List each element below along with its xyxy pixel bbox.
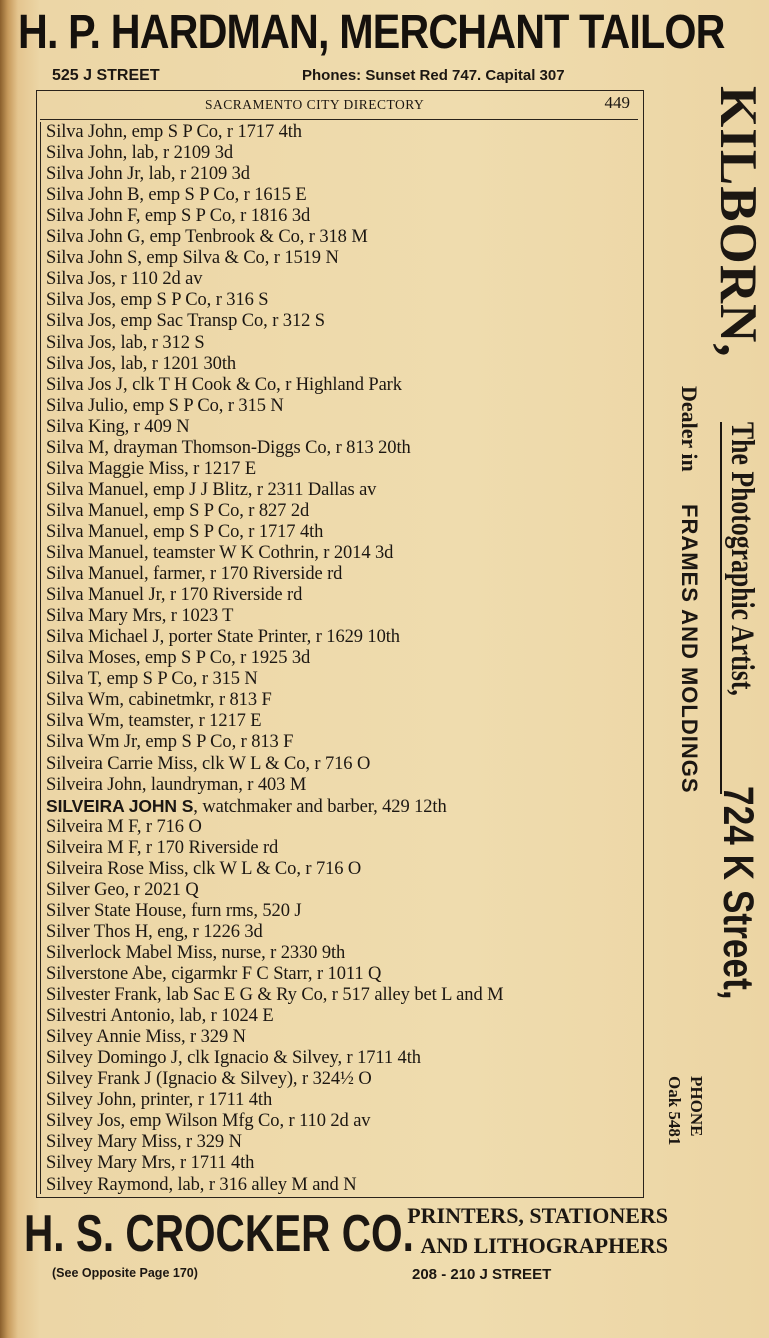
directory-entry [46, 796, 447, 817]
directory-entries [40, 122, 639, 1194]
directory-entry: Silva T, emp S P Co, r 315 N [46, 669, 258, 690]
directory-entry: Silver Geo, r 2021 Q [46, 879, 199, 900]
directory-entry: Silvey Mary Miss, r 329 N [46, 1132, 242, 1153]
directory-entry: Silva Mary Mrs, r 1023 T [46, 606, 234, 627]
directory-entry: Silva Manuel, farmer, r 170 Riverside rd [46, 564, 343, 585]
directory-entry: Silva Manuel, emp J J Blitz, r 2311 Dallas av [46, 479, 377, 500]
page-header [40, 93, 638, 120]
directory-entry: Silveira Carrie Miss, clk W L & Co, r 716 O [46, 753, 371, 774]
directory-entry: Silva John Jr, lab, r 2109 3d [46, 164, 250, 185]
directory-entry: Silverlock Mabel Miss, nurse, r 2330 9th [46, 942, 346, 963]
bottom-ad-name: H. S. CROCKER CO. [24, 1205, 414, 1263]
directory-entry-name: SILVEIRA JOHN S [46, 795, 194, 816]
directory-entry: Silvester Frank, lab Sac E G & Ry Co, r 517 alley bet L and M [46, 985, 504, 1006]
directory-entry: Silva Michael J, porter State Printer, r 1629 10th [46, 627, 400, 648]
side-ad-artist: The Photographic Artist, [724, 422, 760, 696]
directory-entry: Silvey Annie Miss, r 329 N [46, 1027, 246, 1048]
directory-entry: Silva Julio, emp S P Co, r 315 N [46, 395, 284, 416]
top-ad-subline [52, 64, 642, 88]
directory-entry: Silva Jos, r 110 2d av [46, 269, 203, 290]
directory-entry: Silvey Raymond, lab, r 316 alley M and N [46, 1174, 357, 1195]
directory-entry: Silva John, lab, r 2109 3d [46, 143, 234, 164]
directory-entry: Silvey John, printer, r 1711 4th [46, 1090, 273, 1111]
directory-entry: Silva John F, emp S P Co, r 1816 3d [46, 206, 311, 227]
top-ad-title: H. P. HARDMAN, MERCHANT TAILOR [18, 6, 725, 59]
directory-entry: Silva M, drayman Thomson-Diggs Co, r 813 20th [46, 437, 411, 458]
directory-entry: Silva Wm, cabinetmkr, r 813 F [46, 690, 272, 711]
directory-entry-detail: , watchmaker and barber, 429 12th [193, 796, 447, 817]
side-ad-phone-label: PHONE [687, 1076, 706, 1137]
directory-entry: Silva Manuel, emp S P Co, r 1717 4th [46, 521, 324, 542]
directory-entry: Silvey Frank J (Ignacio & Silvey), r 324½ O [46, 1069, 372, 1090]
directory-entry: Silva Jos, emp S P Co, r 316 S [46, 290, 269, 311]
top-ad-phones: Phones: Sunset Red 747. Capital 307 [302, 67, 565, 84]
directory-entry: Silva Jos, emp Sac Transp Co, r 312 S [46, 311, 325, 332]
directory-entry: Silva Maggie Miss, r 1217 E [46, 458, 257, 479]
directory-entry: Silveira Rose Miss, clk W L & Co, r 716 O [46, 858, 362, 879]
directory-entry: Silva Jos J, clk T H Cook & Co, r Highland Park [46, 374, 402, 395]
side-ad-underline [720, 422, 722, 794]
directory-entry: Silva John G, emp Tenbrook & Co, r 318 M [46, 227, 368, 248]
side-ad [648, 86, 768, 1186]
top-ad-address: 525 J STREET [52, 67, 160, 84]
directory-entry: Silveira M F, r 170 Riverside rd [46, 837, 279, 858]
directory-entry: Silva Wm Jr, emp S P Co, r 813 F [46, 732, 294, 753]
directory-entry: Silva Manuel Jr, r 170 Riverside rd [46, 585, 303, 606]
directory-entry: Silveira M F, r 716 O [46, 816, 202, 837]
directory-entry: Silverstone Abe, cigarmkr F C Starr, r 1011 Q [46, 964, 382, 984]
side-ad-phone-number: Oak 5481 [665, 1076, 684, 1146]
directory-entry: Silvey Jos, emp Wilson Mfg Co, r 110 2d av [46, 1111, 371, 1132]
side-ad-rotated [648, 86, 768, 1166]
directory-entry: Silva John S, emp Silva & Co, r 1519 N [46, 248, 339, 269]
directory-entry: Silvey Domingo J, clk Ignacio & Silvey, r 1711 4th [46, 1048, 421, 1069]
directory-entry: Silver Thos H, eng, r 1226 3d [46, 921, 263, 942]
bottom-ad-line2: AND LITHOGRAPHERS [420, 1233, 668, 1258]
directory-entry: Silver State House, furn rms, 520 J [46, 900, 302, 921]
directory-entry: Silva King, r 409 N [46, 416, 190, 437]
directory-entry: Silva Manuel, emp S P Co, r 827 2d [46, 500, 310, 521]
directory-entry: Silvestri Antonio, lab, r 1024 E [46, 1006, 274, 1027]
side-ad-dealer: Dealer in [677, 386, 702, 472]
directory-entry: Silva Moses, emp S P Co, r 1925 3d [46, 648, 311, 669]
bottom-ad-line1: PRINTERS, STATIONERS [407, 1203, 668, 1228]
directory-entry: Silveira John, laundryman, r 403 M [46, 774, 307, 795]
bottom-ad-reference: (See Opposite Page 170) [52, 1266, 198, 1280]
side-ad-name: KILBORN, [709, 86, 767, 358]
bottom-ad-address: 208 - 210 J STREET [412, 1266, 552, 1283]
directory-entry: Silva Manuel, teamster W K Cothrin, r 2014 3d [46, 543, 394, 563]
directory-entry: Silva Jos, lab, r 1201 30th [46, 353, 237, 374]
directory-entry: Silva Wm, teamster, r 1217 E [46, 711, 262, 732]
directory-entry: Silva John, emp S P Co, r 1717 4th [46, 122, 302, 142]
directory-entry: Silva Jos, lab, r 312 S [46, 332, 205, 353]
directory-entry: Silvey Mary Mrs, r 1711 4th [46, 1153, 255, 1174]
running-head: SACRAMENTO CITY DIRECTORY [205, 97, 425, 112]
side-ad-frames: FRAMES AND MOLDINGS [677, 504, 702, 794]
directory-entry: Silva John B, emp S P Co, r 1615 E [46, 185, 307, 206]
side-ad-street: 724 K Street, [714, 786, 762, 1000]
page-number: 449 [604, 93, 630, 112]
